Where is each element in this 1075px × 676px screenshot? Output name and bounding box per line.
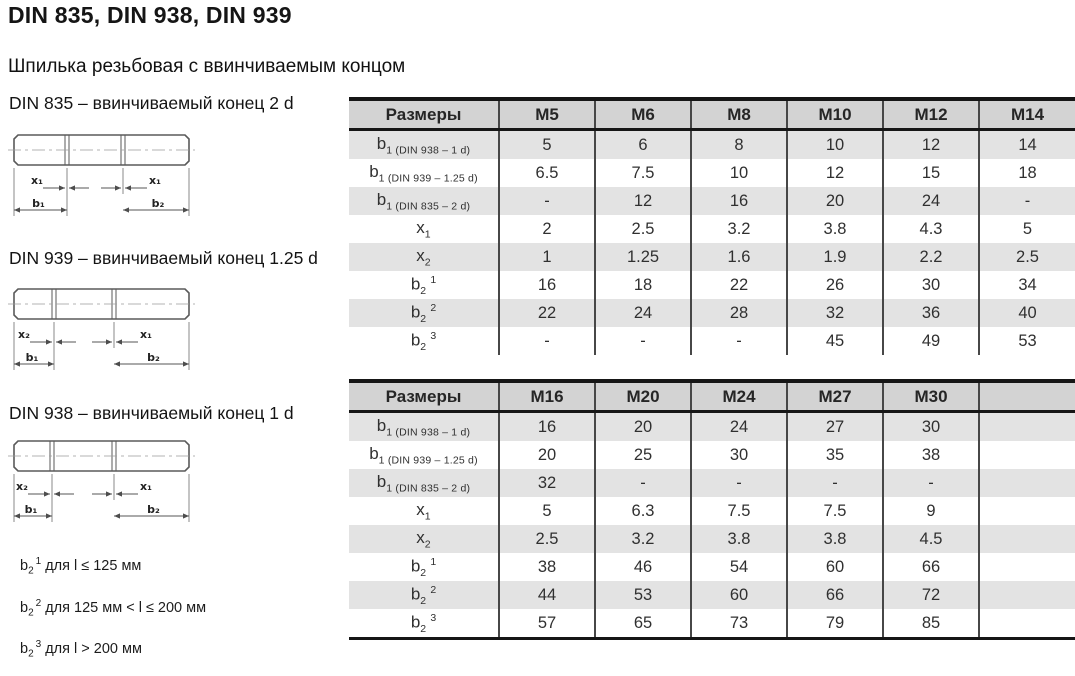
value-cell [979,497,1075,525]
value-cell: 2.5 [979,243,1075,271]
value-cell: 12 [787,159,883,187]
footnote-symbol: b [20,557,29,574]
row-label: $b_{1 (DIN 835 - 2 d)}$ [349,187,499,215]
table-row [349,130,1075,160]
value-cell: 44 [499,581,595,609]
value-cell: 35 [787,441,883,469]
value-cell: 5 [499,130,595,160]
row-label: $x_1$ [416,499,431,523]
value-cell: - [787,469,883,497]
value-cell: 65 [595,609,691,639]
value-cell: 18 [595,271,691,299]
value-cell: 12 [883,130,979,160]
row-label: $x_2$ [349,243,499,271]
value-cell: 2 [499,215,595,243]
table-row [349,553,1075,581]
table-row [349,271,1075,299]
footnote-symbol-sub: 2 [28,565,34,577]
table-row [349,187,1075,215]
column-header: M30 [883,381,979,412]
dim-table [349,379,1075,640]
column-header: Размеры [349,381,499,412]
dim-label-b-left: b₁ [24,503,38,516]
footnote-symbol-sup: 3 [35,639,42,651]
value-cell: 2.5 [595,215,691,243]
value-cell: 26 [787,271,883,299]
value-cell: 7.5 [787,497,883,525]
row-label: $b_2^2$ [349,299,499,327]
column-header: M20 [595,381,691,412]
row-label: $b_{1 (DIN 835 - 2 d)}$ [349,469,499,497]
value-cell [979,469,1075,497]
dim-label-b-right: b₂ [147,351,160,364]
value-cell: - [883,469,979,497]
value-cell: 16 [691,187,787,215]
dim-table [349,97,1075,355]
dim-label-x-right: x₁ [149,174,161,187]
footnote-b2-3 [20,634,206,666]
value-cell: 85 [883,609,979,639]
value-cell [979,609,1075,639]
figure-caption-din939: DIN 939 – ввинчиваемый конец 1.25 d [9,248,318,268]
table-row [349,469,1075,497]
value-cell: - [691,327,787,355]
dimensions-table-m5-m14 [349,97,1075,355]
column-header: M5 [499,99,595,130]
value-cell: 1 [499,243,595,271]
value-cell: 30 [691,441,787,469]
row-label: $b_2^3$ [410,611,437,635]
footnote-symbol-sub: 2 [28,649,34,661]
value-cell: 3.2 [691,215,787,243]
table-row [349,581,1075,609]
value-cell: 30 [883,412,979,442]
value-cell: 24 [883,187,979,215]
table-row [349,412,1075,442]
table-row [349,243,1075,271]
value-cell: 36 [883,299,979,327]
value-cell: 3.8 [691,525,787,553]
value-cell: 3.8 [787,525,883,553]
table-row [349,215,1075,243]
footnote-text: для 125 мм < l ≤ 200 мм [45,599,207,616]
page-subtitle: Шпилька резьбовая с ввинчиваемым концом [8,56,406,77]
row-label: $x_1$ [416,217,431,241]
value-cell: 38 [499,553,595,581]
value-cell: 4.5 [883,525,979,553]
value-cell: 1.25 [595,243,691,271]
table-row [349,441,1075,469]
value-cell: 22 [499,299,595,327]
value-cell: 49 [883,327,979,355]
column-header: M16 [499,381,595,412]
value-cell: 6 [595,130,691,160]
value-cell [979,441,1075,469]
value-cell [979,412,1075,442]
stud-drawing-din938 [8,432,195,525]
dim-label-b-left: b₁ [25,351,39,364]
value-cell: 53 [979,327,1075,355]
footnote-text: для l ≤ 125 мм [45,557,142,574]
stud-drawing-din835 [8,126,195,219]
value-cell: 16 [499,412,595,442]
value-cell: 16 [499,271,595,299]
value-cell: 72 [883,581,979,609]
value-cell: 27 [787,412,883,442]
value-cell: 57 [499,609,595,639]
dimensions-table-m16-m30 [349,379,1075,640]
row-label: $b_{1 (DIN 939 - 1.25 d)}$ [369,443,478,467]
value-cell: 20 [787,187,883,215]
value-cell: 3.8 [787,215,883,243]
column-header: M10 [787,99,883,130]
table-row [349,327,1075,355]
value-cell: 60 [691,581,787,609]
value-cell: 5 [979,215,1075,243]
value-cell: 20 [499,441,595,469]
value-cell: - [595,469,691,497]
column-header: M14 [979,99,1075,130]
value-cell: - [499,327,595,355]
value-cell: 24 [595,299,691,327]
row-label: $x_2$ [349,525,499,553]
column-header: M24 [691,381,787,412]
value-cell: 7.5 [595,159,691,187]
value-cell: 2.2 [883,243,979,271]
value-cell: 18 [979,159,1075,187]
value-cell: 1.9 [787,243,883,271]
value-cell: 32 [787,299,883,327]
value-cell: - [691,469,787,497]
dim-label-x-right: x₁ [140,480,152,493]
row-label: $b_{1 (DIN 939 - 1.25 d)}$ [369,161,478,185]
value-cell: 7.5 [691,497,787,525]
value-cell [979,525,1075,553]
column-header: M12 [883,99,979,130]
value-cell: 25 [595,441,691,469]
value-cell: 3.2 [595,525,691,553]
value-cell: - [595,327,691,355]
value-cell: 6.3 [595,497,691,525]
footnote-symbol-sub: 2 [28,607,34,619]
value-cell: 10 [691,159,787,187]
footnote-symbol-sup: 2 [35,597,42,609]
stud-drawing-din939 [8,280,195,373]
footnote-b2-1 [20,551,206,583]
footnote-text: для l > 200 мм [45,641,142,658]
value-cell: 5 [499,497,595,525]
footnote-b2-2 [20,593,206,625]
footnote-symbol: b [20,641,29,658]
value-cell: 24 [691,412,787,442]
footnotes [20,551,206,676]
value-cell: 46 [595,553,691,581]
value-cell: 1.6 [691,243,787,271]
value-cell: 79 [787,609,883,639]
table-row [349,609,1075,639]
footnote-symbol-sup: 1 [35,556,42,567]
row-label: $b_{1 (DIN 938 - 1 d)}$ [349,130,499,160]
table-row [349,159,1075,187]
value-cell: 38 [883,441,979,469]
value-cell: 45 [787,327,883,355]
column-header: M27 [787,381,883,412]
value-cell: 2.5 [499,525,595,553]
value-cell [979,581,1075,609]
value-cell: 4.3 [883,215,979,243]
value-cell: 66 [787,581,883,609]
value-cell: 9 [883,497,979,525]
row-label: $b_2^2$ [349,581,499,609]
value-cell: 28 [691,299,787,327]
dim-label-b-left: b₁ [32,197,45,210]
value-cell: 60 [787,553,883,581]
value-cell: 73 [691,609,787,639]
page-title: DIN 835, DIN 938, DIN 939 [8,2,292,28]
value-cell: 22 [691,271,787,299]
dim-label-x-right: x₁ [140,328,152,341]
value-cell: 8 [691,130,787,160]
column-header: M6 [595,99,691,130]
row-label: $b_2^1$ [410,555,437,579]
value-cell: - [499,187,595,215]
value-cell: 6.5 [499,159,595,187]
dim-label-x-left: x₂ [18,328,30,341]
value-cell: 14 [979,130,1075,160]
figure-caption-din938: DIN 938 – ввинчиваемый конец 1 d [9,403,294,423]
table-row [349,525,1075,553]
value-cell: - [979,187,1075,215]
value-cell: 53 [595,581,691,609]
row-label: $b_2^1$ [410,273,437,297]
figure-caption-din835: DIN 835 – ввинчиваемый конец 2 d [9,93,294,113]
value-cell: 12 [595,187,691,215]
dim-label-x-left: x₂ [16,480,28,493]
value-cell: 32 [499,469,595,497]
table-row [349,497,1075,525]
dim-label-b-right: b₂ [151,197,165,210]
column-header: M8 [691,99,787,130]
value-cell: 20 [595,412,691,442]
dim-label-b-right: b₂ [147,503,160,516]
value-cell: 34 [979,271,1075,299]
row-label: $b_{1 (DIN 938 - 1 d)}$ [349,412,499,442]
value-cell: 10 [787,130,883,160]
value-cell: 15 [883,159,979,187]
column-header [979,381,1075,412]
footnote-symbol: b [20,599,29,616]
value-cell: 54 [691,553,787,581]
dim-label-x-left: x₁ [31,174,43,187]
column-header: Размеры [349,99,499,130]
value-cell: 40 [979,299,1075,327]
value-cell: 66 [883,553,979,581]
table-row [349,299,1075,327]
value-cell: 30 [883,271,979,299]
value-cell [979,553,1075,581]
row-label: $b_2^3$ [410,329,437,353]
